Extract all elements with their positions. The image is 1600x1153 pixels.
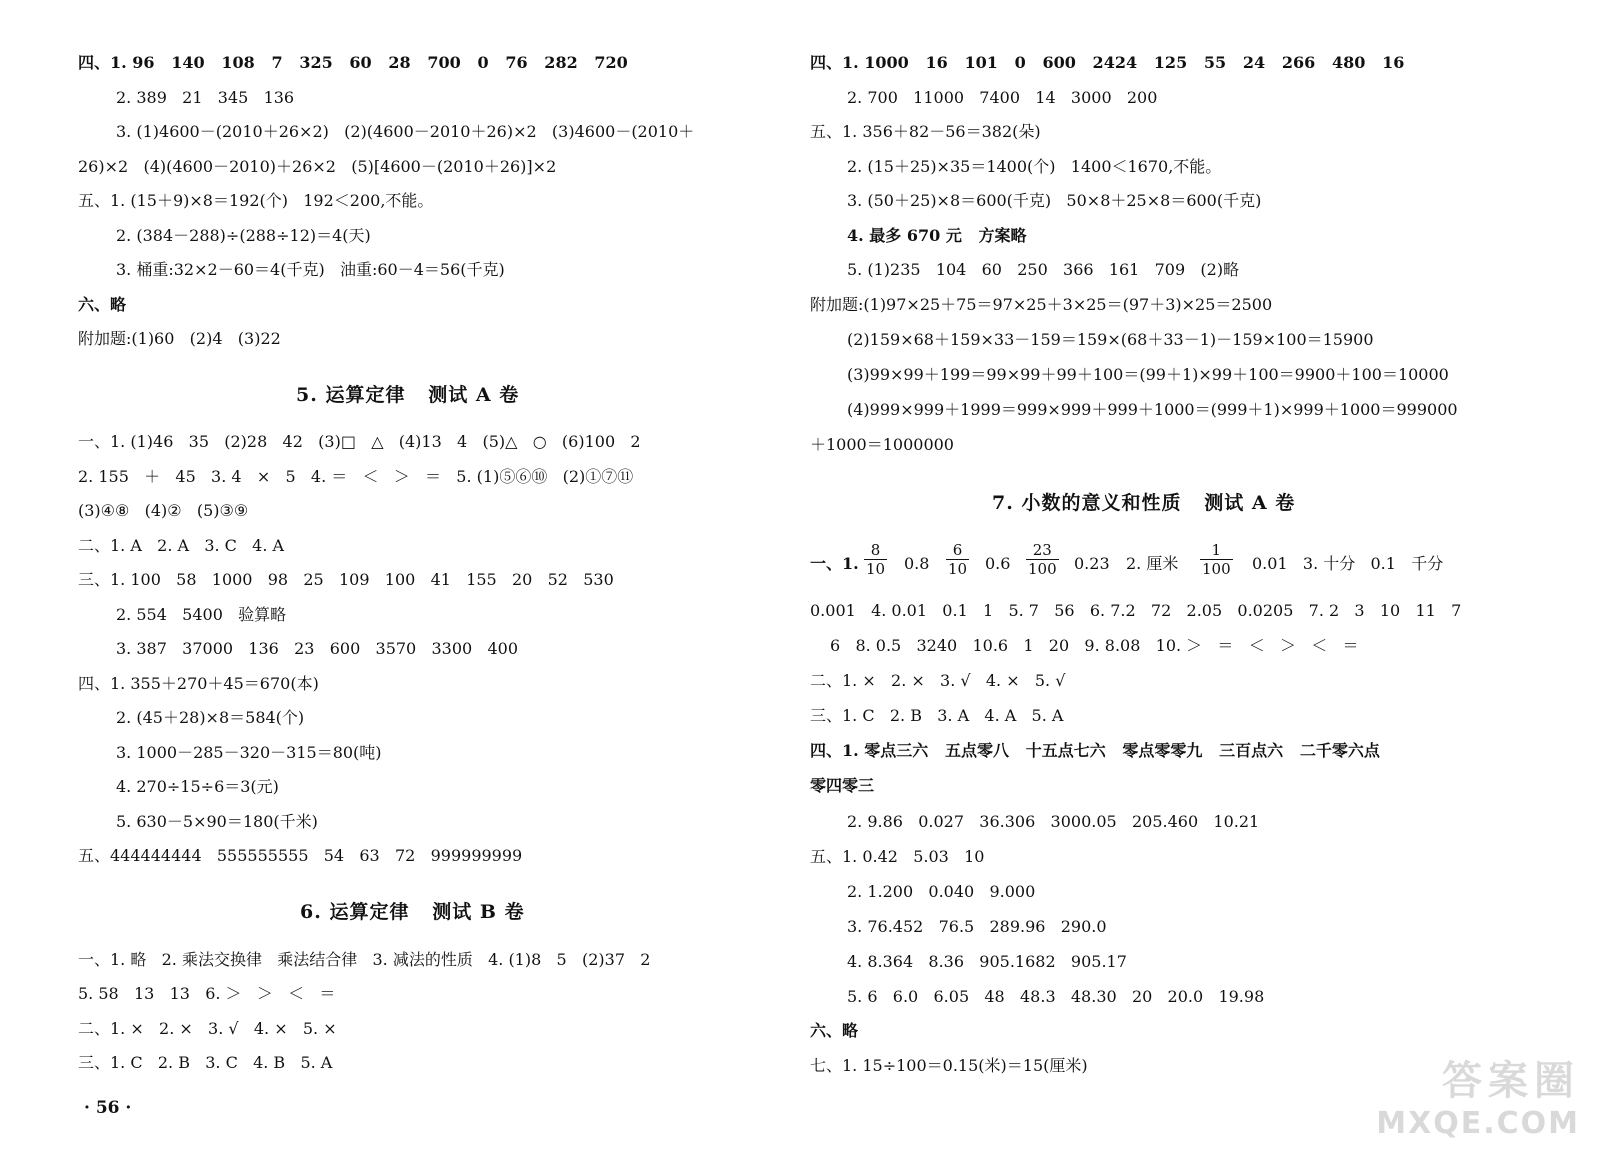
answer-line: ＋1000＝1000000 [810, 435, 954, 454]
section-title: 5. 运算定律 测试 A 卷 [296, 384, 520, 406]
answer-value: 0.23 [1074, 554, 1110, 573]
fraction-denominator: 10 [866, 560, 886, 578]
fraction [946, 541, 969, 578]
answer-line-prefix: 一、1. [810, 554, 859, 573]
answer-line: 三、1. C 2. B 3. A 4. A 5. A [810, 706, 1064, 725]
answer-line: 五、1. 356＋82－56＝382(朵) [810, 122, 1041, 141]
answer-line: 二、1. × 2. × 3. √ 4. × 5. × [78, 1019, 337, 1038]
fraction-denominator: 100 [1202, 560, 1231, 578]
answer-line: 一、1. 略 2. 乘法交换律 乘法结合律 3. 减法的性质 4. (1)8 5 (2)37 2 [78, 950, 651, 969]
answer-line: 五、1. 0.42 5.03 10 [810, 847, 985, 866]
answer-line: 附加题:(1)97×25＋75＝97×25＋3×25＝(97＋3)×25＝2500 [810, 295, 1273, 314]
answer-line: 6 8. 0.5 3240 10.6 1 20 9. 8.08 10. ＞ ＝ ＜ ＞ ＜ ＝ [830, 636, 1359, 655]
answer-line: 七、1. 15÷100＝0.15(米)＝15(厘米) [810, 1056, 1088, 1075]
fraction-numerator: 1 [1200, 541, 1233, 560]
fraction-numerator: 6 [946, 541, 969, 560]
answer-line: 4. 最多 670 元 方案略 [847, 226, 1027, 245]
page-number: · 56 · [84, 1098, 132, 1118]
right-page [800, 0, 1600, 1153]
answer-line: 4. 270÷15÷6＝3(元) [116, 777, 279, 796]
answer-line: 2. (384－288)÷(288÷12)＝4(天) [116, 226, 371, 245]
answer-line: 4. 8.364 8.36 905.1682 905.17 [847, 952, 1127, 971]
answer-line: 附加题:(1)60 (2)4 (3)22 [78, 329, 281, 348]
answer-line: 二、1. A 2. A 3. C 4. A [78, 536, 285, 555]
answer-line: 2. 155 ＋ 45 3. 4 × 5 4. ＝ ＜ ＞ ＝ 5. (1)⑤⑥⑩ (2)①⑦⑪ [78, 467, 634, 486]
answer-line: 0.001 4. 0.01 0.1 1 5. 7 56 6. 7.2 72 2.05 0.0205 7. 2 3 10 11 7 [810, 601, 1462, 620]
watermark-logo [1376, 1049, 1580, 1141]
fraction [864, 541, 887, 578]
answer-line: 5. 630－5×90＝180(千米) [116, 812, 318, 831]
fraction [1200, 541, 1233, 578]
answer-line: (4)999×999＋1999＝999×999＋999＋1000＝(999＋1)×999＋1000＝999000 [847, 400, 1458, 419]
answer-line: 2. 1.200 0.040 9.000 [847, 882, 1036, 901]
answer-line: 一、1. (1)46 35 (2)28 42 (3)□ △ (4)13 4 (5)△ ○ (6)100 2 [78, 432, 641, 451]
answer-line: 零四零三 [810, 776, 875, 795]
section-title: 6. 运算定律 测试 B 卷 [300, 901, 525, 923]
answer-line: (3)99×99＋199＝99×99＋99＋100＝(99＋1)×99＋100＝9900＋100＝10000 [847, 365, 1449, 384]
answer-line: 三、1. C 2. B 3. C 4. B 5. A [78, 1053, 333, 1072]
answer-line: 2. 700 11000 7400 14 3000 200 [847, 88, 1158, 107]
answer-line: 3. 76.452 76.5 289.96 290.0 [847, 917, 1107, 936]
answer-line: 四、1. 96 140 108 7 325 60 28 700 0 76 282 720 [78, 53, 628, 72]
answer-line: 六、略 [78, 295, 127, 314]
answer-line: 四、1. 零点三六 五点零八 十五点七六 零点零零九 三百点六 二千零六点 [810, 741, 1380, 760]
fraction [1026, 541, 1059, 578]
answer-line: 2. 9.86 0.027 36.306 3000.05 205.460 10.21 [847, 812, 1260, 831]
answer-value: 0.8 [904, 554, 930, 573]
answer-value: 0.01 3. 十分 0.1 千分 [1252, 554, 1444, 573]
answer-line: 2. (15＋25)×35＝1400(个) 1400＜1670,不能。 [847, 157, 1222, 176]
fraction-denominator: 100 [1028, 560, 1057, 578]
answer-line: 六、略 [810, 1021, 859, 1040]
answer-line: 5. 6 6.0 6.05 48 48.3 48.30 20 20.0 19.98 [847, 987, 1265, 1006]
answer-line: 3. 387 37000 136 23 600 3570 3300 400 [116, 639, 519, 658]
answer-line: 2. 554 5400 验算略 [116, 605, 287, 624]
answer-line: (3)④⑧ (4)② (5)③⑨ [78, 501, 249, 520]
answer-line: 3. (1)4600－(2010＋26×2) (2)(4600－2010＋26)×2 (3)4600－(2010＋ [116, 122, 695, 141]
answer-line: 二、1. × 2. × 3. √ 4. × 5. √ [810, 671, 1066, 690]
answer-line: 3. 桶重:32×2－60＝4(千克) 油重:60－4＝56(千克) [116, 260, 505, 279]
answer-line: 四、1. 1000 16 101 0 600 2424 125 55 24 266 480 16 [810, 53, 1405, 72]
answer-line: 三、1. 100 58 1000 98 25 109 100 41 155 20 52 530 [78, 570, 614, 589]
answer-line: 2. 389 21 345 136 [116, 88, 295, 107]
fraction-numerator: 23 [1026, 541, 1059, 560]
answer-line: 四、1. 355＋270＋45＝670(本) [78, 674, 319, 693]
answer-line: 26)×2 (4)(4600－2010)＋26×2 (5)[4600－(2010＋26)]×2 [78, 157, 557, 176]
answer-line: 2. (45＋28)×8＝584(个) [116, 708, 305, 727]
fraction-denominator: 10 [948, 560, 968, 578]
answer-line: 五、1. (15＋9)×8＝192(个) 192＜200,不能。 [78, 191, 434, 210]
watermark-text: 答案圈 [1442, 1058, 1580, 1104]
answer-value: 0.6 [985, 554, 1011, 573]
answer-line: 五、444444444 555555555 54 63 72 999999999 [78, 846, 523, 865]
answer-line: 3. 1000－285－320－315＝80(吨) [116, 743, 382, 762]
watermark-url: MXQE.COM [1376, 1106, 1580, 1141]
fraction-numerator: 8 [864, 541, 887, 560]
section-title: 7. 小数的意义和性质 测试 A 卷 [992, 492, 1296, 514]
answer-line: 3. (50＋25)×8＝600(千克) 50×8＋25×8＝600(千克) [847, 191, 1262, 210]
answer-line: (2)159×68＋159×33－159＝159×(68＋33－1)－159×100＝15900 [847, 330, 1374, 349]
answer-value: 2. 厘米 [1126, 554, 1179, 573]
answer-line: 5. 58 13 13 6. ＞ ＞ ＜ ＝ [78, 984, 336, 1003]
answer-line: 5. (1)235 104 60 250 366 161 709 (2)略 [847, 260, 1240, 279]
